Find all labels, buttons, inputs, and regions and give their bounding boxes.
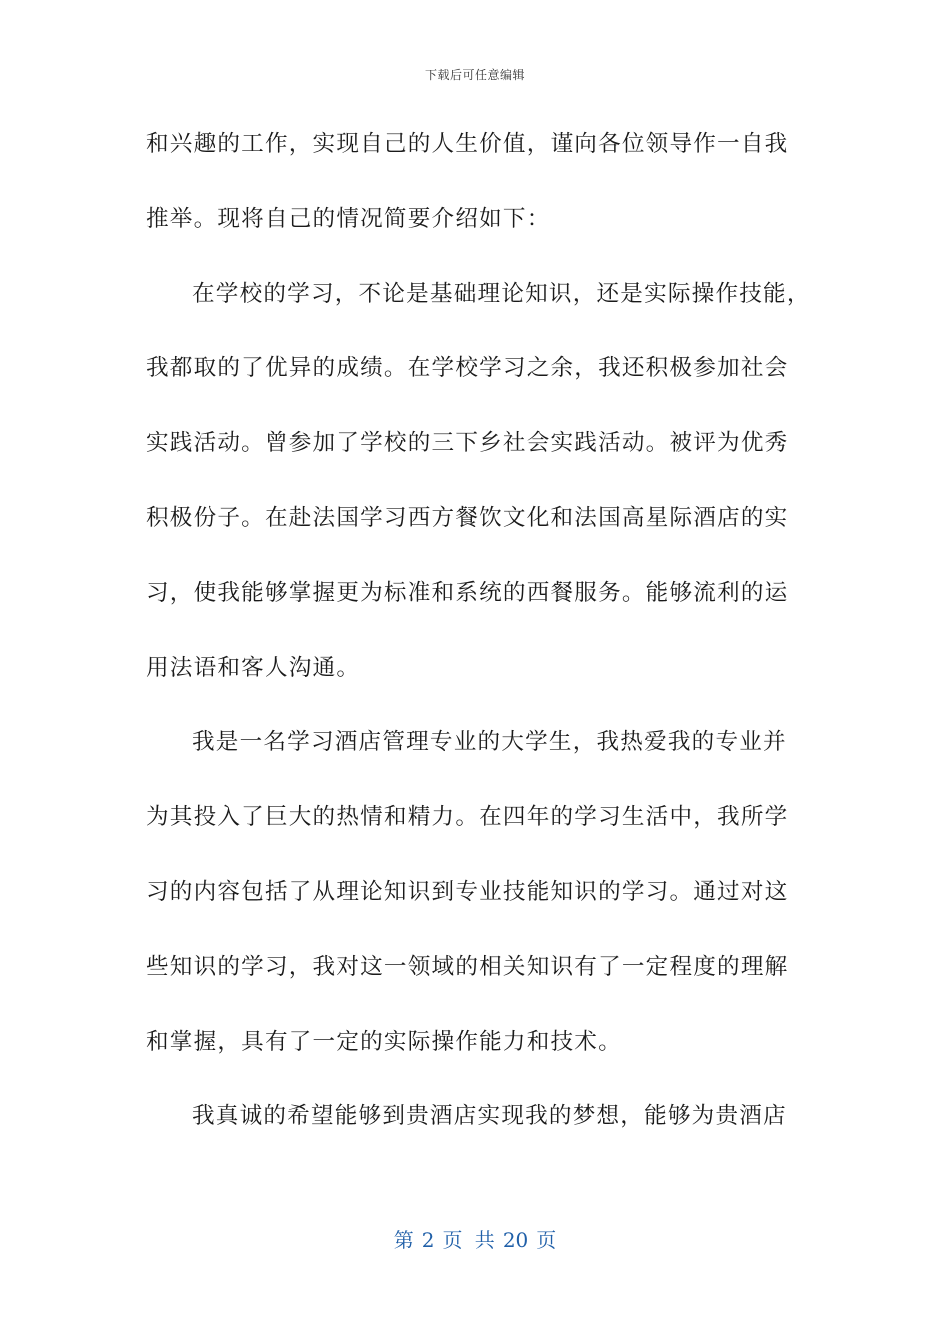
text-line: 习，使我能够掌握更为标准和系统的西餐服务。能够流利的运 [146, 579, 789, 606]
text-line: 积极份子。在赴法国学习西方餐饮文化和法国高星际酒店的实 [146, 504, 789, 531]
text-line: 实践活动。曾参加了学校的三下乡社会实践活动。被评为优秀 [146, 430, 789, 457]
text-line: 用法语和客人沟通。 [146, 654, 361, 681]
page-number-total: 20 [502, 1228, 529, 1252]
page-label-prefix: 第 [393, 1228, 414, 1252]
page-header: 下载后可任意编辑 [424, 68, 525, 82]
text-line: 推举。现将自己的情况简要介绍如下： [146, 205, 551, 232]
page-footer [0, 1224, 950, 1253]
text-line: 为其投入了巨大的热情和精力。在四年的学习生活中，我所学 [146, 804, 789, 831]
document-body [146, 121, 811, 1168]
text-line: 和兴趣的工作，实现自己的人生价值，谨向各位领导作一自我 [146, 131, 789, 157]
text-line: 和掌握，具有了一定的实际操作能力和技术。 [146, 1028, 622, 1055]
text-line: 习的内容包括了从理论知识到专业技能知识的学习。通过对这 [146, 878, 789, 905]
paragraph-start-line: 在学校的学习，不论是基础理论知识，还是实际操作技能， [192, 280, 811, 307]
paragraph-start-line: 我真诚的希望能够到贵酒店实现我的梦想，能够为贵酒店 [192, 1103, 787, 1130]
page-label-mid: 页 共 [442, 1228, 495, 1252]
text-line: 我都取的了优异的成绩。在学校学习之余，我还积极参加社会 [146, 355, 789, 382]
page-number-current: 2 [421, 1228, 435, 1252]
text-line: 些知识的学习，我对这一领域的相关知识有了一定程度的理解 [146, 953, 789, 980]
page-label-suffix: 页 [536, 1228, 557, 1252]
paragraph-start-line: 我是一名学习酒店管理专业的大学生，我热爱我的专业并 [192, 729, 787, 756]
